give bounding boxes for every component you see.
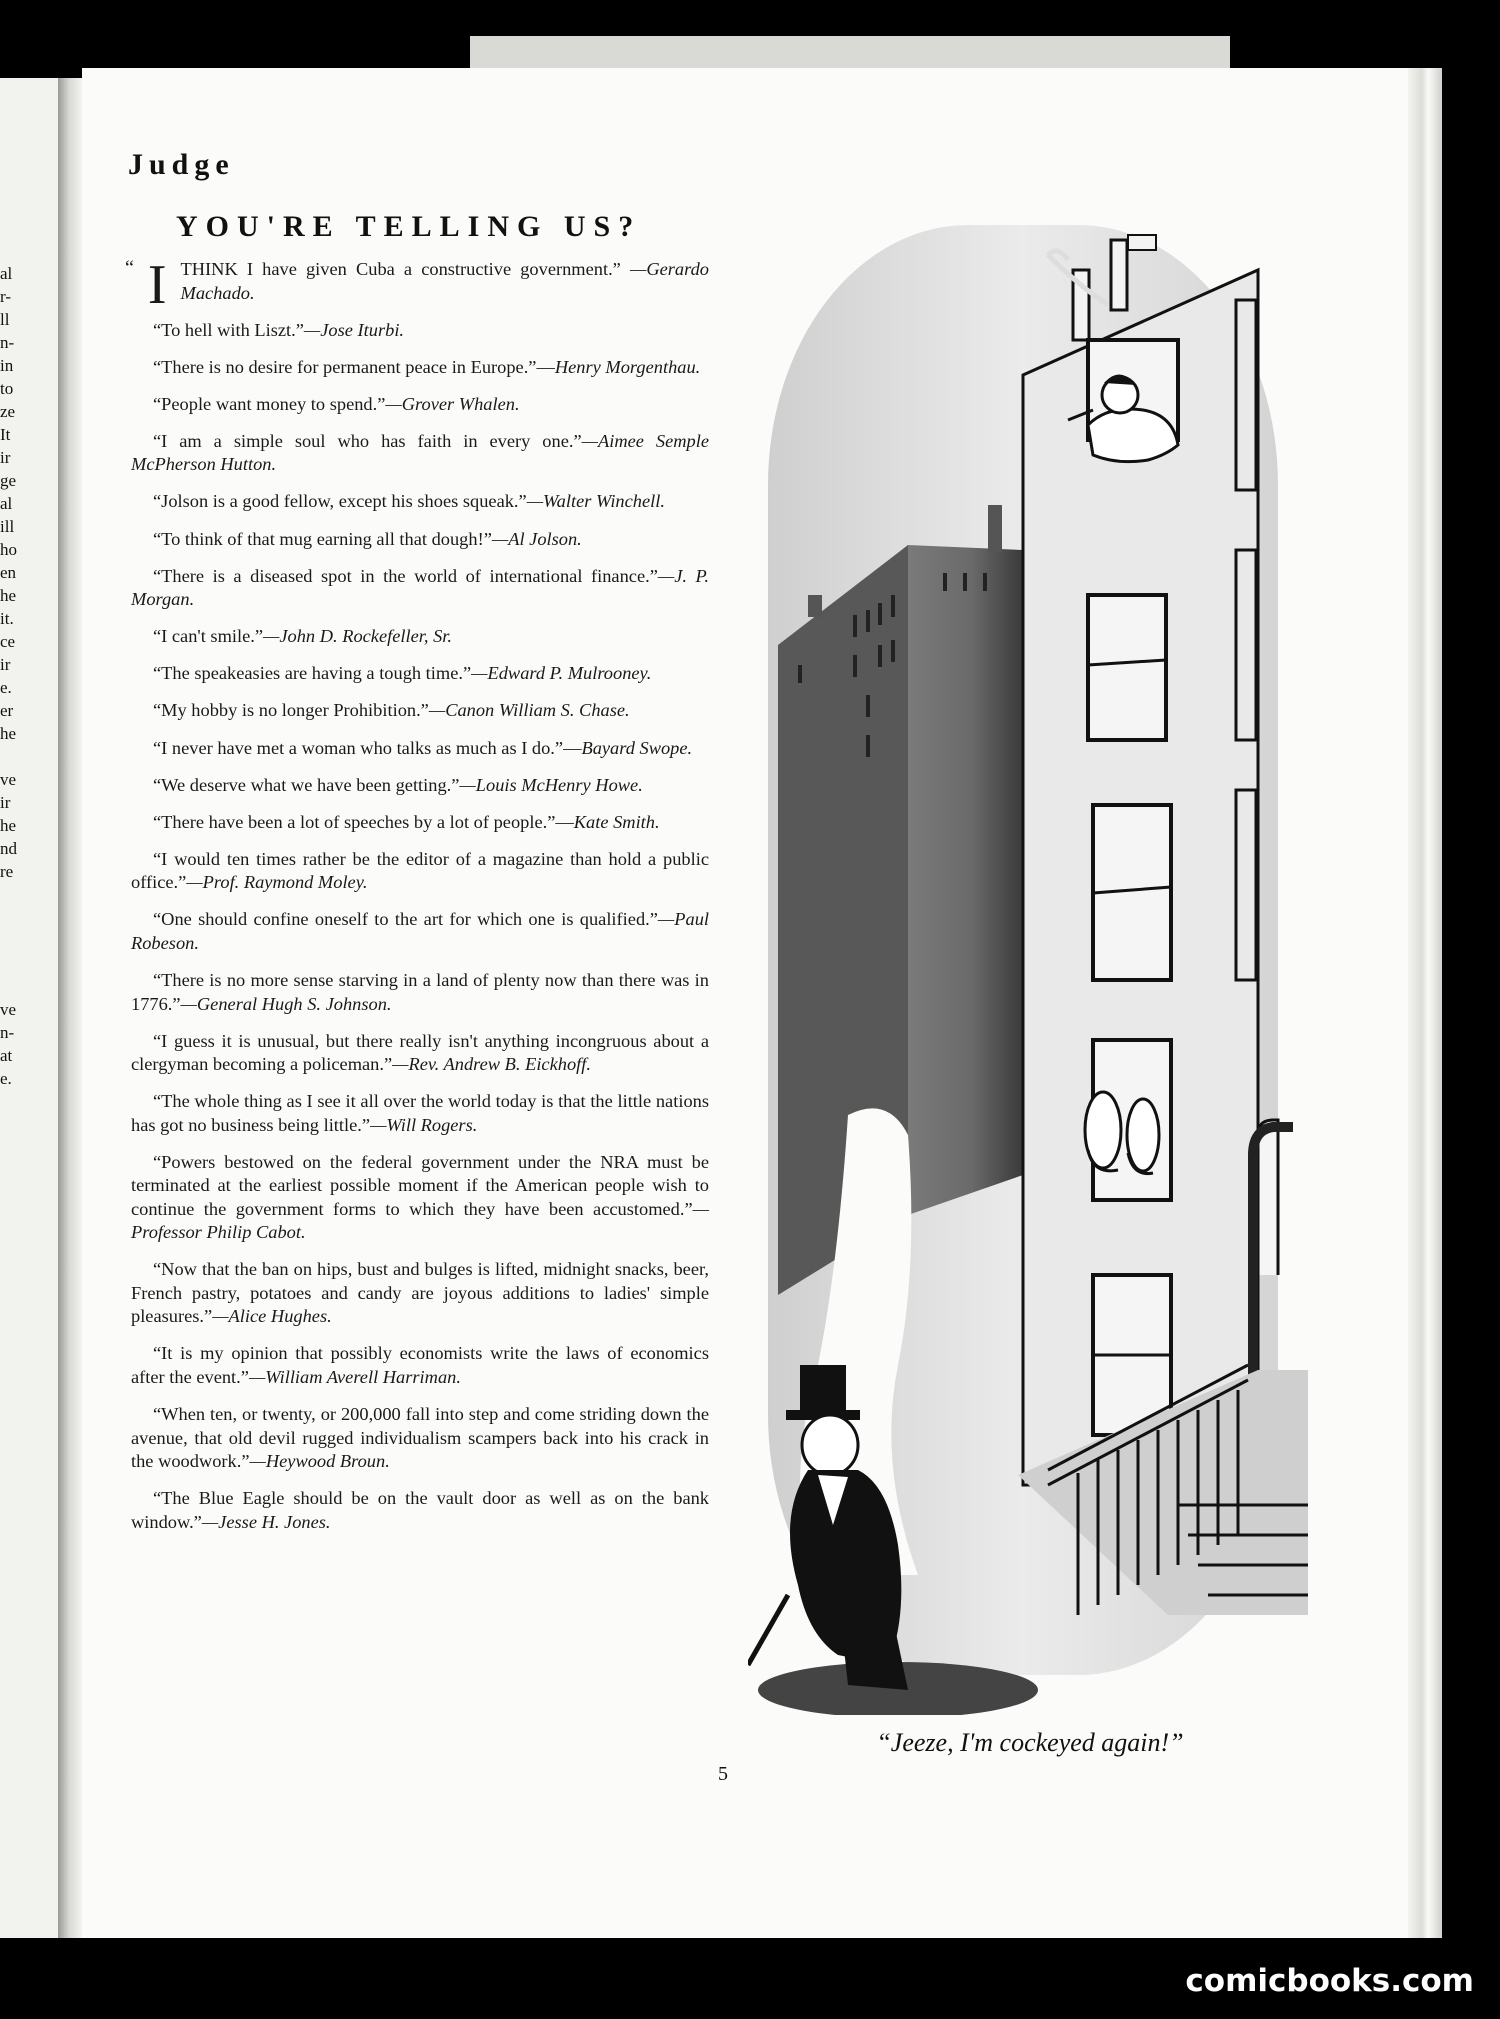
quote: [125, 254, 709, 316]
left-page-fragment: ir: [0, 793, 11, 812]
left-page-fragment: ho: [0, 540, 17, 559]
left-page-fragment: er: [0, 701, 14, 720]
quote: [131, 1403, 709, 1474]
left-page-fragment: ce: [0, 632, 16, 651]
quote-text: “I am a simple soul who has faith in every one.”: [153, 430, 582, 451]
quote-text: “I guess it is unusual, but there really isn't anything incongruous about a clergyman becoming a policeman.”: [131, 1030, 709, 1075]
quote-source: —J. P. Morgan.: [131, 565, 710, 610]
quote-text: “Now that the ban on hips, bust and bulges is lifted, midnight snacks, beer, French pastry, potatoes and candy are joyous additions to ladies' simple pleasures.”: [131, 1259, 709, 1327]
left-page-fragment: re: [0, 862, 14, 881]
quote-source: —Jose Iturbi.: [303, 319, 405, 340]
left-page-fragment: ir: [0, 655, 11, 674]
quote: [131, 1030, 709, 1077]
left-page-fragment: he: [0, 816, 17, 835]
quote-source: Kate Smith.: [573, 811, 660, 832]
quote-source: —Alice Hughes.: [212, 1306, 332, 1327]
left-page-fragment: al: [0, 494, 13, 513]
quote: [131, 319, 709, 343]
quote-source: —Rev. Andrew B. Eickhoff.: [392, 1054, 591, 1075]
quote-text: “People want money to spend.”: [153, 393, 386, 414]
quote: [131, 774, 709, 798]
quote-source: —Canon William S. Chase.: [428, 700, 630, 721]
quote-text: “One should confine oneself to the art for which one is qualified.”: [153, 909, 658, 930]
left-page-fragment: n-: [0, 1023, 15, 1042]
quote-text: “I can't smile.”: [153, 626, 264, 647]
magazine-name: Judge: [128, 148, 235, 181]
quote: [131, 969, 709, 1016]
cartoon-caption: “Jeeze, I'm cockeyed again!”: [876, 1728, 1184, 1757]
quote: [131, 490, 709, 514]
quote: [131, 737, 709, 761]
quote-text: “There is a diseased spot in the world of international finance.”: [153, 565, 658, 586]
left-page-fragment: al: [0, 264, 13, 283]
quote-source: —Prof. Raymond Moley.: [186, 872, 368, 893]
quote-source: —Edward P. Mulrooney.: [471, 663, 652, 684]
quote-source: Bayard Swope.: [581, 737, 693, 758]
quote-text: “When ten, or twenty, or 200,000 fall into step and come striding down the avenue, that old devil rugged individualism scampers back into his crack in the woodwork.”: [131, 1404, 709, 1472]
quote-text: “My hobby is no longer Prohibition.”: [153, 700, 429, 721]
quote: [131, 811, 709, 835]
open-quote-mark: “: [125, 257, 134, 279]
quote-source: —Grover Whalen.: [385, 393, 520, 414]
quote: [131, 393, 709, 417]
left-page-fragment: [0, 952, 18, 975]
quotes-column: [125, 254, 710, 1548]
quote-text: “I would ten times rather be the editor of a magazine than hold a public office.”: [131, 848, 709, 893]
quote-text: “The whole thing as I see it all over the world today is that the little nations has got no business being little.”: [131, 1091, 709, 1135]
quote-text: “We deserve what we have been getting.”: [153, 774, 460, 795]
left-page-fragment: It: [0, 425, 11, 444]
left-page-fragment: ll: [0, 310, 10, 329]
left-page-fragment: he: [0, 586, 17, 605]
left-page-fragment: at: [0, 1046, 13, 1065]
quote: [131, 1342, 709, 1389]
left-page-fragment: en: [0, 563, 17, 582]
left-page-fragment: ir: [0, 448, 11, 467]
quote-text: “There is no more sense starving in a land of plenty now than there was in 1776.”: [131, 970, 709, 1014]
left-page-fragment: to: [0, 379, 14, 398]
left-page-fragment: [0, 883, 18, 906]
left-page-text-fragments: [0, 262, 18, 1090]
left-page-fragment: r-: [0, 287, 11, 306]
left-page-fragment: [0, 975, 18, 998]
quote: [131, 565, 709, 612]
quote-text: “The Blue Eagle should be on the vault door as well as on the bank window.”: [131, 1488, 709, 1532]
quote: [131, 1151, 709, 1245]
quote-source: —General Hugh S. Johnson.: [180, 993, 392, 1014]
left-page-fragment: ze: [0, 402, 16, 421]
quote: [131, 1258, 709, 1329]
quote: [131, 430, 709, 477]
quote: [131, 699, 709, 723]
quote-source: —Louis McHenry Howe.: [459, 774, 643, 795]
quote-source: —Professor Philip Cabot.: [131, 1198, 709, 1243]
left-page-fragment: e.: [0, 1069, 12, 1088]
left-page-fragment: it.: [0, 609, 14, 628]
quote-text: “It is my opinion that possibly economists write the laws of economics after the event.”: [131, 1343, 709, 1387]
quote-source: —Will Rogers.: [370, 1114, 478, 1135]
quote: [131, 908, 709, 955]
quote-text: THINK I have given Cuba a constructive government.”: [180, 259, 630, 279]
quote-text: “I never have met a woman who talks as much as I do.”—: [153, 737, 582, 758]
left-page-fragment: in: [0, 356, 14, 375]
left-page-fragment: [0, 929, 18, 952]
quote-source: —William Averell Harriman.: [248, 1366, 461, 1387]
left-page-fragment: e.: [0, 678, 12, 697]
article-title: YOU'RE TELLING US?: [176, 210, 642, 243]
quote: [131, 528, 709, 552]
left-page-fragment: [0, 906, 18, 929]
quote-source: Henry Morgenthau.: [554, 356, 701, 377]
quote-text: “Powers bestowed on the federal government under the NRA must be terminated at the earliest possible moment if the American people wish to continue the government forms to which they have been accustomed.”: [131, 1151, 709, 1219]
quote-text: “To think of that mug earning all that dough!”: [153, 528, 492, 549]
quote-text: “Jolson is a good fellow, except his shoes squeak.”: [153, 491, 527, 512]
page-number: 5: [718, 1763, 728, 1785]
quote: [131, 1090, 709, 1137]
quote-source: —Jesse H. Jones.: [201, 1511, 331, 1532]
quote-source: —John D. Rockefeller, Sr.: [263, 626, 453, 647]
quote: [131, 356, 709, 380]
left-page-fragment: ve: [0, 1000, 17, 1019]
left-page-fragment: ill: [0, 517, 15, 536]
watermark: comicbooks.com: [1185, 1963, 1474, 1999]
quote: [131, 625, 709, 649]
quote-source: —Aimee Semple McPherson Hutton.: [131, 430, 709, 475]
left-page-fragment: ve: [0, 770, 17, 789]
cartoon-illustration: [748, 215, 1308, 1715]
quote-text: “There have been a lot of speeches by a lot of people.”—: [153, 811, 574, 832]
drop-cap: I: [147, 254, 167, 316]
quote-source: —Paul Robeson.: [131, 909, 709, 953]
quote-text: “There is no desire for permanent peace in Europe.”—: [153, 356, 555, 377]
quote-source: —Al Jolson.: [491, 528, 582, 549]
quote-text: “To hell with Liszt.”: [153, 319, 304, 340]
quote-text: “The speakeasies are having a tough time.”: [153, 663, 472, 684]
quote-source: —Gerardo Machado.: [180, 259, 709, 303]
page-right-edge: [1408, 68, 1442, 1938]
left-page-fragment: nd: [0, 839, 17, 858]
left-page-fragment: ge: [0, 471, 17, 490]
left-page-fragment: n-: [0, 333, 15, 352]
quote-source: —Heywood Broun.: [249, 1451, 390, 1472]
left-page-fragment: he: [0, 724, 17, 743]
left-page-fragment: [0, 745, 18, 768]
quote-source: —Walter Winchell.: [526, 491, 665, 512]
quote: [131, 1487, 709, 1534]
quote: [131, 662, 709, 686]
quote: [131, 848, 709, 895]
